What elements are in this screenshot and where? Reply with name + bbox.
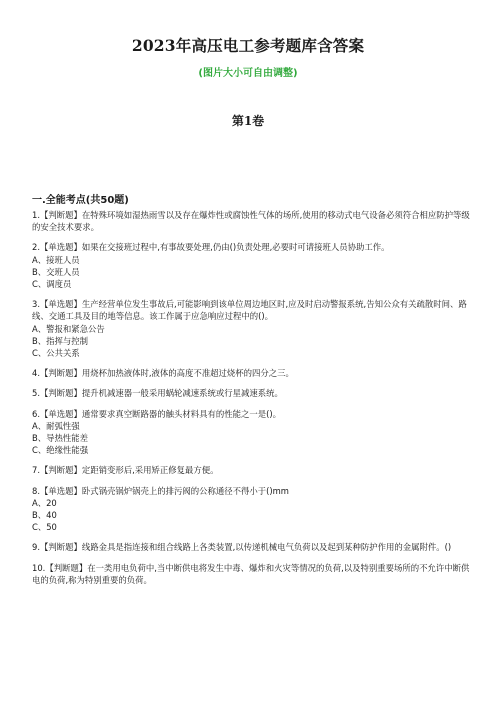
question-item [32, 387, 470, 407]
answer-option: B、导热性能差 [32, 433, 88, 444]
answer-option: C、公共关系 [32, 348, 80, 359]
answer-option: A、耐弧性强 [32, 420, 80, 431]
question-text: 2.【单选题】如果在交接班过程中,有事故要处理,仍由()负责处理,必要时可请接班人员协助工作。 [32, 242, 390, 253]
question-text: 9.【判断题】线路金具是指连接和组合线路上各类装置,以传递机械电气负荷以及起到某种防护作用的金属附件。() [32, 542, 452, 553]
question-item [32, 541, 470, 561]
question-item [32, 241, 470, 298]
answer-option: C、调度员 [32, 279, 72, 290]
question-list [32, 209, 470, 586]
question-text: 5.【判断题】提升机减速器一般采用蜗轮减速系统或行星减速系统。 [32, 388, 283, 399]
question-text: 3.【单选题】生产经营单位发生事故后,可能影响到该单位周边地区时,应及时启动警报系统,告知公众有关疏散时间、路线、交通工具及目的地等信息。该工作属于应急响应过程中的()。 [32, 299, 467, 322]
answer-option: C、绝缘性能强 [32, 445, 89, 456]
question-text: 7.【判断题】定距销变形后,采用矫正修复最方便。 [32, 465, 219, 476]
question-text: 10.【判断题】在一类用电负荷中,当中断供电将发生中毒、爆炸和火灾等情况的负荷,以及特别重要场所的不允许中断供电的负荷,称为特别重要的负荷。 [32, 562, 470, 585]
answer-option: B、指挥与控制 [32, 335, 88, 346]
question-text: 1.【判断题】在特殊环境如湿热雨雪以及存在爆炸性或腐蚀性气体的场所,使用的移动式电气设备必须符合相应防护等级的安全技术要求。 [32, 210, 470, 233]
answer-option: C、50 [32, 522, 57, 533]
answer-option: A、20 [32, 497, 57, 508]
question-item [32, 485, 470, 542]
question-item [32, 408, 470, 465]
question-item [32, 367, 470, 387]
question-text: 4.【判断题】用烧杯加热液体时,液体的高度不准超过烧杯的四分之三。 [32, 368, 294, 379]
document-title: 2023年高压电工参考题库含答案 [131, 36, 365, 55]
section-heading: 一.全能考点(共50题) [32, 195, 129, 206]
question-text: 6.【单选题】通常要求真空断路器的触头材料具有的性能之一是()。 [32, 408, 282, 419]
answer-option: B、40 [32, 510, 57, 521]
document-subtitle: (图片大小可自由调整) [198, 68, 298, 79]
question-item [32, 209, 470, 241]
volume-heading: 第1卷 [231, 114, 265, 128]
answer-option: B、交班人员 [32, 266, 80, 277]
question-text: 8.【单选题】卧式锅壳锅炉锅壳上的排污阀的公称通径不得小于()mm [32, 485, 289, 496]
question-item [32, 464, 470, 484]
answer-option: A、警报和紧急公告 [32, 323, 105, 334]
question-item [32, 562, 470, 586]
answer-option: A、接班人员 [32, 254, 80, 265]
question-item [32, 298, 470, 367]
